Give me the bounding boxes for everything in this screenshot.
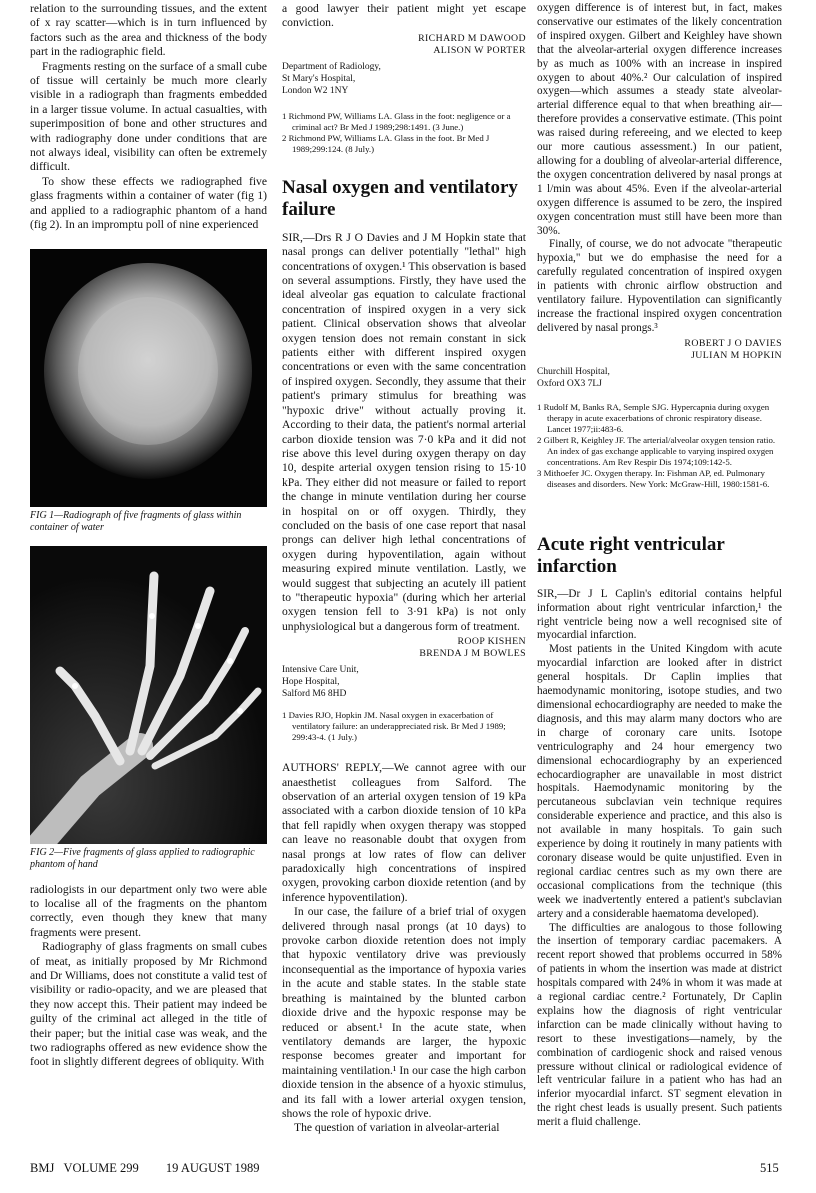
- address-line: Churchill Hospital,: [537, 366, 610, 377]
- reference: 1 Davies RJO, Hopkin JM. Nasal oxygen in exacerbation of ventilatory failure: an underappreciated risk. Br Med J 1989; 299:43-4. (1 July.): [282, 710, 506, 743]
- address-line: Intensive Care Unit,: [282, 665, 359, 676]
- page-footer: [30, 1161, 259, 1176]
- address: [282, 61, 526, 97]
- page-number: 515: [760, 1161, 779, 1175]
- paragraph: SIR,—Dr J L Caplin's editorial contains helpful information about right ventricular infarction,¹ the right ventricle being now a well recognised site of myocardial infarction.: [537, 587, 782, 642]
- paragraph: relation to the surrounding tissues, and the extent of x ray scatter—which is in turn influenced by factors such as the area and thickness of the body part in the radiographic field.: [30, 2, 267, 59]
- references: [282, 710, 526, 743]
- column-2: [282, 0, 526, 1136]
- address-line: Salford M6 8HD: [282, 689, 347, 700]
- signature: ROOP KISHEN: [457, 636, 526, 648]
- column-3: [537, 0, 782, 1130]
- column-1: [30, 0, 267, 1070]
- journal-name: BMJ: [30, 1161, 55, 1175]
- journal-volume: VOLUME 299: [63, 1161, 139, 1175]
- paragraph: oxygen difference is of interest but, in fact, makes conservative our estimates of the likely concentration of inspired oxygen. Gilbert and Keighley have shown that the alveolar-arterial oxygen difference increases by as much as 100% with an increase in inspired oxygen to about 40%.² Our calculation of inspired oxygen—which assumes a steady state alveolar-arterial difference equal to that when breathing air—therefore provides a conservative estimate. (This point was raised during refereeing, and we elected to keep our more cautious assessment.) In our patient, allowing for a doubling of alveolar-arterial difference, the oxygen concentration delivered by nasal prongs at 1 l/min was about 45%. Even if the alveolar-arterial oxygen difference is assumed to be zero, the inspired oxygen concentration must still have been more than 30%.: [537, 2, 782, 237]
- address-line: Oxford OX3 7LJ: [537, 378, 602, 389]
- reference: 1 Richmond PW, Williams LA. Glass in the foot: negligence or a criminal act? Br Med J 1989;298:1491. (3 June.): [282, 110, 511, 132]
- address: [282, 664, 526, 700]
- paragraph: The difficulties are analogous to those following the insertion of temporary cardiac pacemakers. A recent report showed that problems occurred in 58% of patients in whom the insertion was made at district hospitals compared with 24% in whom it was made at a regional cardiac centre.² Fortunately, Dr Caplin explains how the diagnosis of right ventricular infarction can be made clinically without having to resort to these investigations—namely, by the combination of cardiogenic shock and raised venous pressure without clinical or radiological evidence of left ventricular failure in a patient who has had an inferior myocardial infarct. ST segment elevation in the right chest leads is usually present. Such patients merit a fluid challenge.: [537, 921, 782, 1129]
- address-line: Hope Hospital,: [282, 677, 340, 688]
- article-headline: Acute right ventricular infarction: [537, 533, 725, 577]
- address-line: St Mary's Hospital,: [282, 73, 356, 84]
- reference: 2 Gilbert R, Keighley JF. The arterial/alveolar oxygen tension ratio. An index of gas exchange applicable to varying inspired oxygen concentrations. Am Rev Respir Dis 1974;109:142-5.: [537, 434, 776, 467]
- paragraph: In our case, the failure of a brief trial of oxygen delivered through nasal prongs (at 10 days) to provoke carbon dioxide retention does not imply that hypoxic ventilatory drive was previously inconsequential as the importance of hypoxia varies in the acute and stable states. In the stable state breathing is maintained by the blunted carbon dioxide drive and the hypoxic response may be reduced or absent.¹ In the acute state, when ventilatory demands are larger, the hypoxic response becomes greater and important for maintaining ventilation.¹ In our case the high carbon dioxide tension in the absence of a hyoxic stimulus, and its fall with a lower arterial oxygen tension, shows the role of hypoxic drive.: [282, 905, 526, 1120]
- paragraph: To show these effects we radiographed five glass fragments within a container of water (fig 1) and applied to a radiographic phantom of a hand (fig 2). In an impromptu poll of nine experienced: [30, 174, 267, 232]
- paragraph: Fragments resting on the surface of a small cube of tissue will certainly be much more clearly visible in a radiograph than fragments embedded in a larger tissue volume. In actual casualties, with superimposition of bone and other structures and with radiography done under conditions that are not always ideal, visibility can often be extremely difficult.: [30, 59, 267, 174]
- paragraph: Radiography of glass fragments on small cubes of meat, as initially proposed by Mr Richmond and Dr Williams, does not constitute a valid test of visibility or radio-opacity, and we are pleased that they now accept this. Their patient may indeed be guilty of the criminal act alleged in the title of their paper; but the initial case was weak, and the two radiographs offered as new evidence show the foot in slightly different degrees of obliquity. With: [30, 940, 267, 1069]
- paragraph: radiologists in our department only two were able to localise all of the fragments on the phantom correctly, even though they knew that many fragments were present.: [30, 882, 267, 939]
- signature: ALISON W PORTER: [433, 44, 526, 56]
- signature: JULIAN M HOPKIN: [691, 349, 782, 361]
- figure-2-radiograph: [30, 546, 267, 844]
- reference: 3 Mithoefer JC. Oxygen therapy. In: Fishman AP, ed. Pulmonary diseases and disorders. New York: McGraw-Hill, 1980:1581-6.: [537, 467, 770, 489]
- figure-1-radiograph: [30, 249, 267, 507]
- reference: 2 Richmond PW, Williams LA. Glass in the foot. Br Med J 1989;299:124. (8 July.): [282, 132, 490, 154]
- signature: ROBERT J O DAVIES: [684, 337, 782, 349]
- signature: BRENDA J M BOWLES: [419, 648, 526, 660]
- paragraph: Most patients in the United Kingdom with acute myocardial infarction are looked after in district general hospitals. Dr Caplin implies that haemodynamic monitoring, isotope studies, and two dimensional echocardiography are needed to make the diagnosis, and this may alarm many doctors who are in charge of coronary care units. Isotope ventriculography and 24 hour emergency two dimensional echocardiography by an experienced echocardiographer are unavailable in most district hospitals. Haemodynamic monitoring by the percutaneous subclavian vein technique requires considerable experience and practice, and this also is not available in many hospitals. To gain such experience by doing it routinely in many patients with coronary disease would be quite unjustified. Even in regional cardiac centres such as my own there are occasional complications from the technique (this week we inadvertently entered a patient's subclavian artery and a considerable haematoma developed).: [537, 643, 782, 920]
- paragraph: AUTHORS' REPLY,—We cannot agree with our anaesthetist colleagues from Salford. The observation of an arterial oxygen tension of 19 kPa associated with a carbon dioxide tension of 10 kPa that fell rapidly when oxygen therapy was stopped can leave no reasonable doubt that oxygen from nasal prongs at low rates of flow can deliver paradoxically high concentrations of inspired oxygen, provoking carbon dioxide retention (and by inference hypoventilation).: [282, 761, 526, 904]
- hand-phantom-radiograph: [30, 546, 267, 844]
- paragraph: SIR,—Drs R J O Davies and J M Hopkin state that nasal prongs can deliver potentially "lethal" high concentrations of oxygen.¹ This observation is based on several assumptions. Firstly, they have used the ideal alveolar gas equation to calculate fractional concentration of inspired oxygen in a very sick patient. Clinical observation shows that alveolar oxygen tension does not remain constant in sick patients either with different inspired oxygen concentrations or even with the same concentration of inspired oxygen. Secondly, they assume that their patient's primary stimulus for breathing was "hypoxic drive" without actually proving it. According to their data, the patient's normal arterial carbon dioxide tension was 7·0 kPa and it did not rise above this level during oxygen therapy on day 10, despite arterial oxygen tension rising to 15·10 kPa. They either did not measure or failed to report the change in minute ventilation during her course in hospital on or off oxygen. Thirdly, they concluded on the basis of one case report that nasal prongs can deliver high lethal concentrations of oxygen during hypoventilation, again without measuring expired minute ventilation. Lastly, we would suggest that subjecting an acutely ill patient to "therapeutic hypoxia" (during which her arterial oxygen tension fell to 3·91 kPa) is not only unphysiological but a dangerous form of treatment.: [282, 230, 526, 633]
- paragraph: The question of variation in alveolar-arterial: [294, 1121, 500, 1135]
- glass-in-water-radiograph: [30, 249, 267, 507]
- address-line: London W2 1NY: [282, 85, 349, 96]
- references: [282, 111, 526, 155]
- issue-date: 19 AUGUST 1989: [165, 1161, 260, 1175]
- paragraph: a good lawyer their patient might yet escape conviction.: [282, 2, 526, 30]
- signature: RICHARD M DAWOOD: [418, 32, 526, 44]
- reference: 1 Rudolf M, Banks RA, Semple SJG. Hypercapnia during oxygen therapy in acute exacerbations of chronic respiratory disease. Lancet 1977;ii:483-6.: [537, 401, 770, 434]
- article-headline: Nasal oxygen and ventilatory failure: [282, 176, 518, 220]
- figure-2-caption: FIG 2—Five fragments of glass applied to radiographic phantom of hand: [30, 846, 255, 870]
- address: [537, 366, 782, 390]
- paragraph: Finally, of course, we do not advocate "therapeutic hypoxia," but we do emphasise the need for a carefully regulated concentration of inspired oxygen in patients with chronic airflow obstruction and ventilatory failure. Hypoventilation can significantly increase the fractional inspired oxygen concentration delivered by nasal prongs.³: [537, 238, 782, 334]
- figure-1-caption: FIG 1—Radiograph of five fragments of glass within container of water: [30, 509, 242, 533]
- references: [537, 402, 782, 490]
- address-line: Department of Radiology,: [282, 61, 381, 72]
